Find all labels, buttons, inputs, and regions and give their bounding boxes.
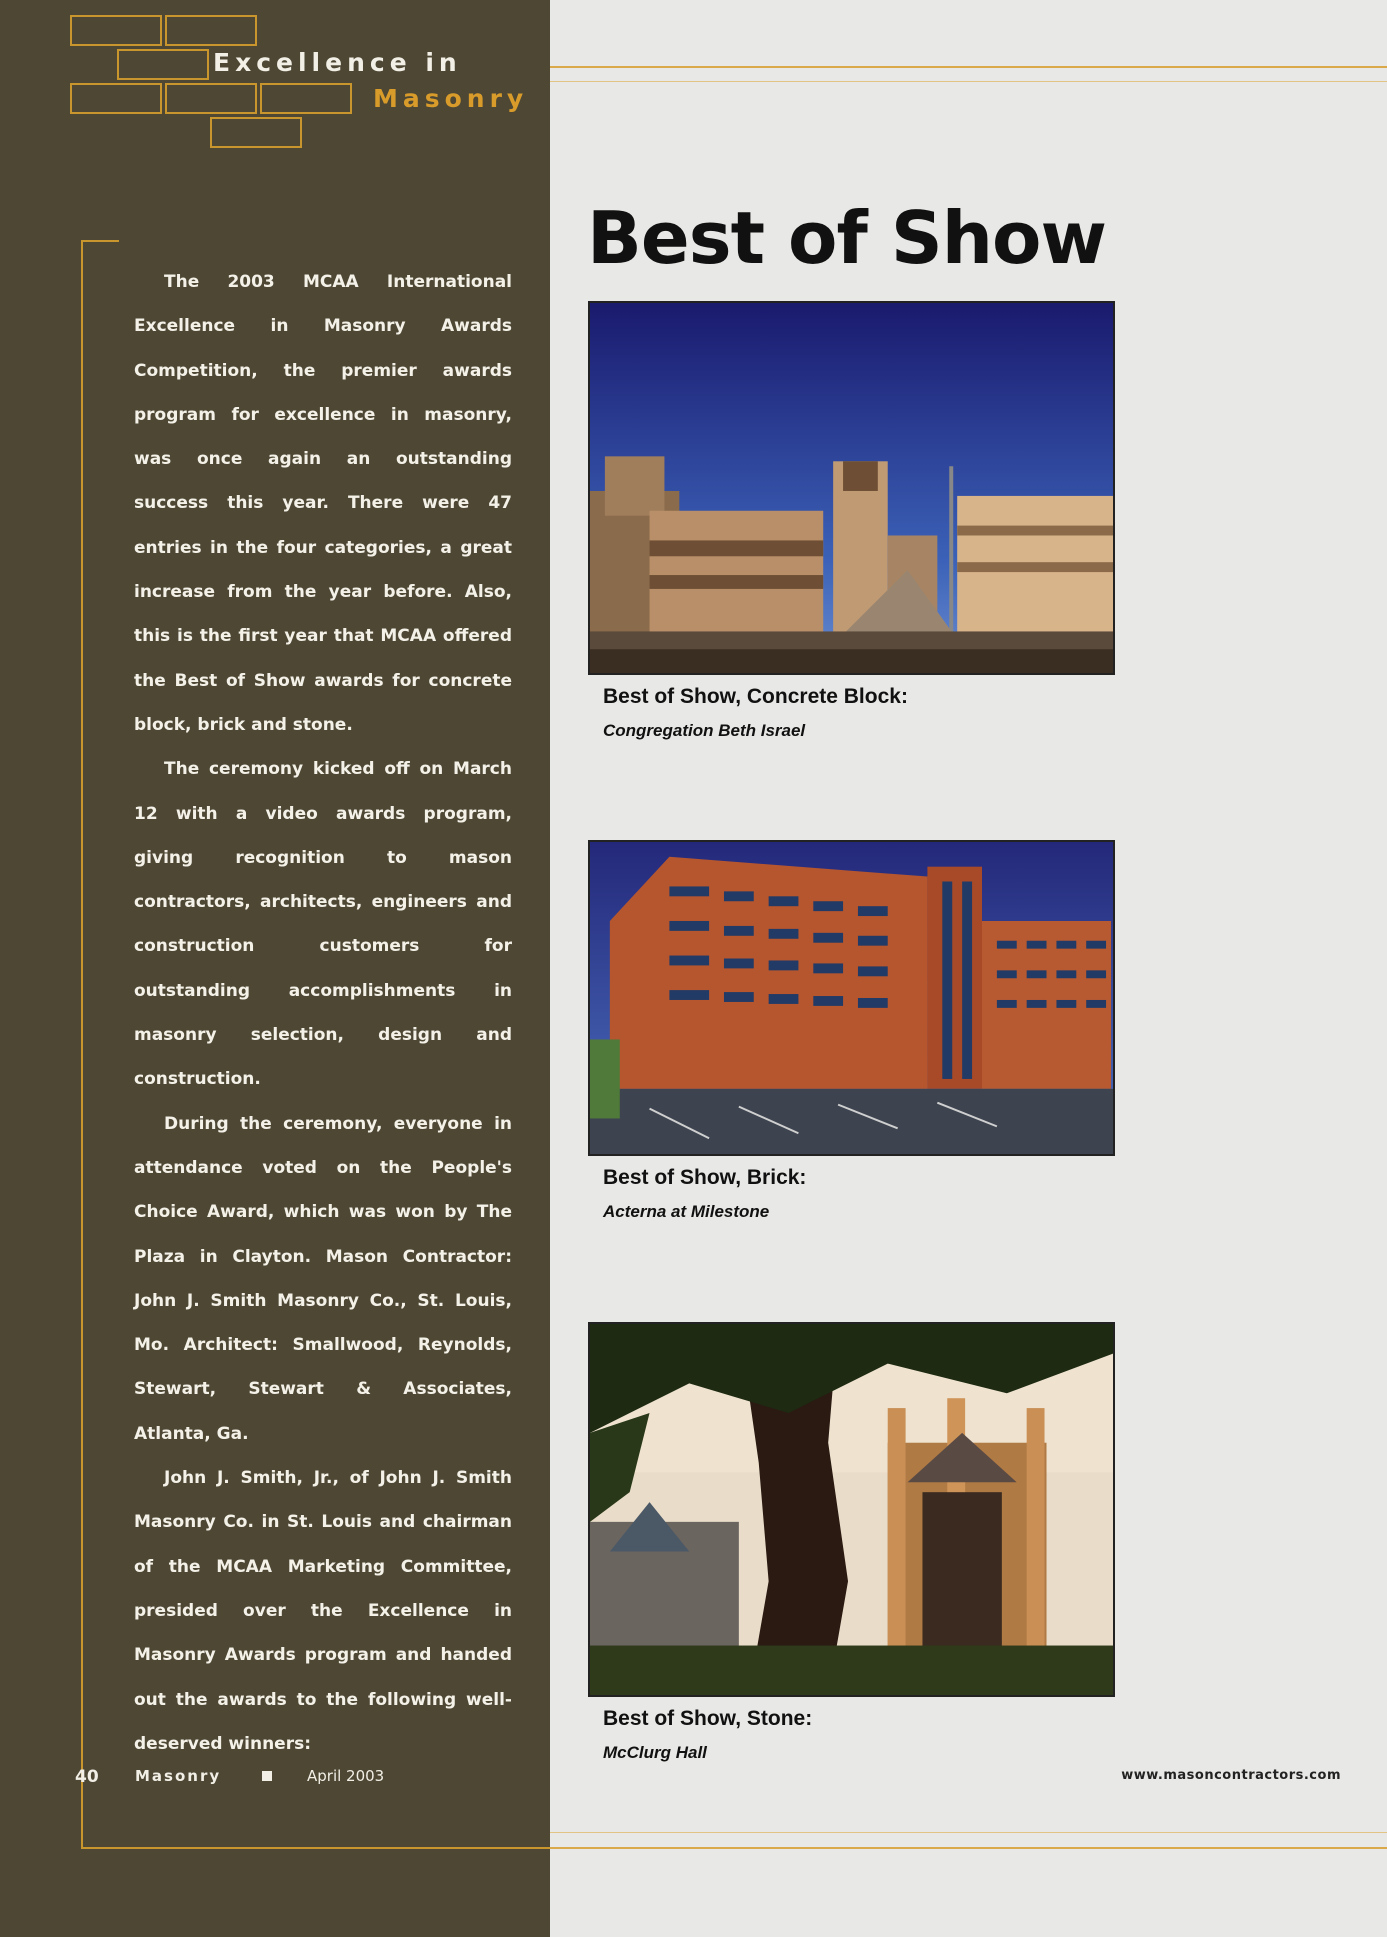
masthead-line1: Excellence in xyxy=(213,48,462,77)
caption-project: Acterna at Milestone xyxy=(603,1202,770,1221)
footer-magazine-name: Masonry xyxy=(135,1767,222,1785)
caption-project: McClurg Hall xyxy=(603,1743,707,1762)
caption-title: Best of Show, Brick: xyxy=(603,1166,807,1189)
masthead-line2: Masonry xyxy=(373,84,529,113)
caption-project: Congregation Beth Israel xyxy=(603,721,806,740)
photo-concrete-block xyxy=(588,301,1115,675)
intro-paragraph: The ceremony kicked off on March 12 with a video awards program, giving recognition to mason contractors, architects, engineers and construction customers for outstanding accomplishments in masonry selection, design and construction. xyxy=(134,759,512,1090)
sidebar-column xyxy=(0,0,550,1937)
page-number: 40 xyxy=(75,1767,99,1787)
intro-paragraph: During the ceremony, everyone in attendance voted on the People's Choice Award, which was won by The Plaza in Clayton. Mason Contractor: John J. Smith Masonry Co., St. Louis, Mo. Architect: Smallwood, Reynolds, Stewart, Stewart & Associates, Atlanta, Ga. xyxy=(134,1113,512,1444)
intro-paragraph: The 2003 MCAA International Excellence in Masonry Awards Competition, the premier awards program for excellence in masonry, was once again an outstanding success this year. There were 47 entries in the four categories, a great increase from the year before. Also, this is the first year that MCAA offered the Best of Show awards for concrete block, brick and stone. xyxy=(134,272,512,735)
bottom-rule-thin xyxy=(550,1832,1387,1833)
footer-square-icon xyxy=(262,1771,272,1781)
photo-stone xyxy=(588,1322,1115,1697)
frame-top-divider xyxy=(81,240,119,242)
bottom-rule xyxy=(550,1847,1387,1849)
footer-url: www.masoncontractors.com xyxy=(1121,1768,1341,1783)
caption-title: Best of Show, Stone: xyxy=(603,1707,813,1730)
top-rule xyxy=(550,66,1387,68)
top-rule-thin xyxy=(550,81,1387,82)
page-title: Best of Show xyxy=(587,196,1106,280)
footer-date: April 2003 xyxy=(307,1767,385,1785)
frame-left-divider xyxy=(81,240,83,1848)
intro-paragraph: John J. Smith, Jr., of John J. Smith Masonry Co. in St. Louis and chairman of the MCAA Marketing Committee, presided over the Excellence in Masonry Awards program and handed out the awards to the following well-deserved winners: xyxy=(134,1468,512,1754)
photo-brick xyxy=(588,840,1115,1156)
intro-text xyxy=(134,260,512,1766)
frame-bottom-divider xyxy=(81,1847,550,1849)
caption-title: Best of Show, Concrete Block: xyxy=(603,685,908,708)
